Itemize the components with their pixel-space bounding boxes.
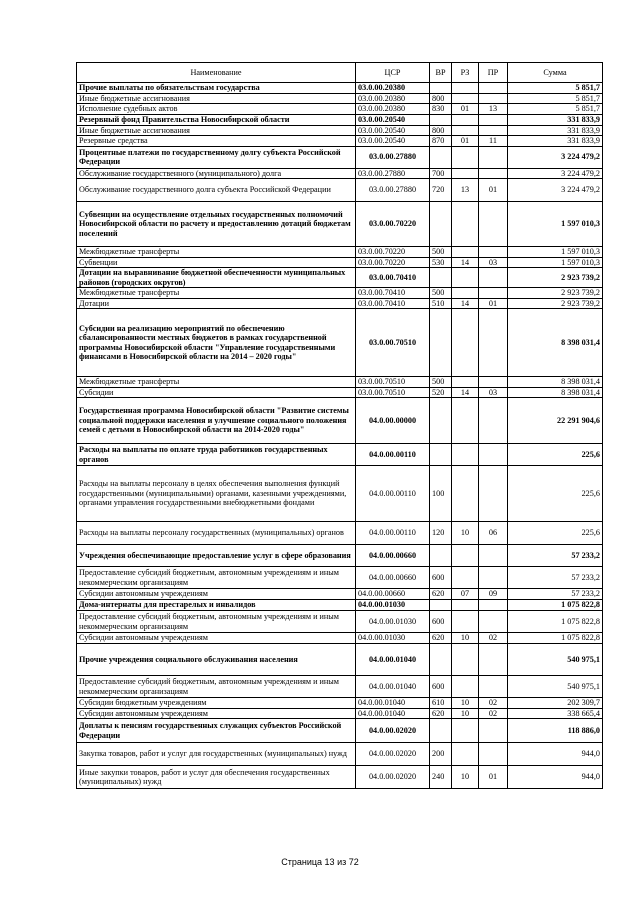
- cell-vr: [430, 644, 452, 676]
- cell-rz: [452, 377, 479, 388]
- cell-rz: [452, 600, 479, 611]
- cell-rz: 01: [452, 136, 479, 147]
- cell-sum: 3 224 479,2: [508, 179, 603, 202]
- table-row: [77, 545, 603, 567]
- table-header-row: [77, 63, 603, 83]
- cell-name: Исполнение судебных актов: [77, 104, 356, 115]
- cell-vr: 800: [430, 93, 452, 104]
- cell-sum: 540 975,1: [508, 676, 603, 698]
- cell-sum: 3 224 479,2: [508, 146, 603, 168]
- cell-csr: 04.0.00.01030: [356, 633, 430, 644]
- budget-table: [76, 62, 603, 789]
- cell-sum: 8 398 031,4: [508, 387, 603, 398]
- cell-csr: 03.0.00.70220: [356, 202, 430, 247]
- cell-sum: 202 309,7: [508, 698, 603, 709]
- cell-pr: 01: [479, 179, 508, 202]
- cell-pr: [479, 600, 508, 611]
- cell-sum: 944,0: [508, 766, 603, 789]
- cell-sum: 1 075 822,8: [508, 600, 603, 611]
- cell-vr: 500: [430, 247, 452, 258]
- cell-rz: 01: [452, 104, 479, 115]
- cell-pr: [479, 567, 508, 589]
- cell-csr: 04.0.00.02020: [356, 719, 430, 743]
- cell-pr: [479, 377, 508, 388]
- cell-name: Субсидии: [77, 387, 356, 398]
- cell-csr: 04.0.00.01030: [356, 611, 430, 633]
- cell-rz: 10: [452, 633, 479, 644]
- table-row: [77, 589, 603, 600]
- cell-rz: [452, 743, 479, 766]
- cell-name: Межбюджетные трансферты: [77, 288, 356, 299]
- cell-csr: 03.0.00.27880: [356, 146, 430, 168]
- cell-vr: 240: [430, 766, 452, 789]
- cell-vr: 620: [430, 633, 452, 644]
- cell-name: Межбюджетные трансферты: [77, 377, 356, 388]
- cell-sum: 331 833,9: [508, 114, 603, 125]
- cell-csr: 03.0.00.70510: [356, 377, 430, 388]
- cell-vr: 530: [430, 257, 452, 268]
- cell-vr: [430, 545, 452, 567]
- cell-pr: 02: [479, 633, 508, 644]
- cell-rz: 10: [452, 766, 479, 789]
- cell-rz: [452, 202, 479, 247]
- cell-name: Иные бюджетные ассигнования: [77, 125, 356, 136]
- cell-rz: [452, 125, 479, 136]
- cell-rz: 13: [452, 179, 479, 202]
- cell-name: Дотации на выравнивание бюджетной обеспеченности муниципальных районов (городских округов): [77, 268, 356, 288]
- cell-rz: [452, 146, 479, 168]
- cell-pr: [479, 676, 508, 698]
- cell-name: Субсидии на реализацию мероприятий по обеспечению сбалансированности местных бюджетов в рамках государственной программы Новосибирской области "Управление государственными финансами в Новосибирской области на 2014 – 2020 годы": [77, 309, 356, 377]
- cell-name: Субсидии автономным учреждениям: [77, 633, 356, 644]
- cell-rz: [452, 288, 479, 299]
- cell-pr: [479, 611, 508, 633]
- cell-csr: 03.0.00.70510: [356, 387, 430, 398]
- cell-vr: 200: [430, 743, 452, 766]
- cell-csr: 03.0.00.70410: [356, 268, 430, 288]
- cell-pr: [479, 125, 508, 136]
- cell-csr: 03.0.00.20540: [356, 125, 430, 136]
- table-row: [77, 298, 603, 309]
- cell-name: Субвенции на осуществление отдельных государственных полномочий Новосибирской области по расчету и предоставлению дотаций бюджетам поселений: [77, 202, 356, 247]
- cell-csr: 03.0.00.70220: [356, 257, 430, 268]
- cell-pr: [479, 545, 508, 567]
- cell-csr: 03.0.00.20380: [356, 83, 430, 94]
- table-row: [77, 104, 603, 115]
- table-row: [77, 567, 603, 589]
- cell-sum: 5 851,7: [508, 93, 603, 104]
- cell-pr: 03: [479, 257, 508, 268]
- cell-sum: 1 597 010,3: [508, 247, 603, 258]
- cell-vr: 500: [430, 288, 452, 299]
- cell-rz: 07: [452, 589, 479, 600]
- cell-name: Резервный фонд Правительства Новосибирской области: [77, 114, 356, 125]
- cell-sum: 944,0: [508, 743, 603, 766]
- cell-pr: 13: [479, 104, 508, 115]
- cell-pr: [479, 644, 508, 676]
- cell-name: Закупка товаров, работ и услуг для государственных (муниципальных) нужд: [77, 743, 356, 766]
- cell-sum: 1 075 822,8: [508, 611, 603, 633]
- cell-pr: 11: [479, 136, 508, 147]
- cell-csr: 04.0.00.00110: [356, 466, 430, 522]
- cell-csr: 03.0.00.20540: [356, 114, 430, 125]
- table-row: [77, 676, 603, 698]
- cell-vr: [430, 83, 452, 94]
- cell-name: Прочие учреждения социального обслуживания населения: [77, 644, 356, 676]
- cell-sum: 225,6: [508, 444, 603, 466]
- cell-pr: [479, 83, 508, 94]
- cell-rz: [452, 309, 479, 377]
- cell-sum: 331 833,9: [508, 136, 603, 147]
- cell-vr: [430, 202, 452, 247]
- cell-vr: 600: [430, 567, 452, 589]
- cell-name: Государственная программа Новосибирской области "Развитие системы социальной поддержки населения и улучшение социального положения семей с детьми в Новосибирской области на 2014-2020 годы": [77, 398, 356, 444]
- header-pr: ПР: [479, 63, 508, 83]
- cell-csr: 03.0.00.20540: [356, 136, 430, 147]
- table-row: [77, 268, 603, 288]
- cell-sum: 338 665,4: [508, 708, 603, 719]
- table-row: [77, 179, 603, 202]
- cell-sum: 3 224 479,2: [508, 168, 603, 179]
- cell-sum: 57 233,2: [508, 567, 603, 589]
- table-row: [77, 83, 603, 94]
- cell-name: Субсидии бюджетным учреждениям: [77, 698, 356, 709]
- cell-pr: [479, 719, 508, 743]
- cell-csr: 03.0.00.70220: [356, 247, 430, 258]
- cell-name: Прочие выплаты по обязательствам государства: [77, 83, 356, 94]
- table-row: [77, 247, 603, 258]
- table-row: [77, 257, 603, 268]
- cell-rz: 10: [452, 698, 479, 709]
- cell-vr: [430, 600, 452, 611]
- cell-pr: [479, 309, 508, 377]
- cell-sum: 5 851,7: [508, 83, 603, 94]
- cell-rz: [452, 545, 479, 567]
- cell-csr: 03.0.00.70410: [356, 298, 430, 309]
- cell-csr: 03.0.00.20380: [356, 93, 430, 104]
- cell-rz: [452, 611, 479, 633]
- cell-sum: 57 233,2: [508, 589, 603, 600]
- cell-sum: 2 923 739,2: [508, 298, 603, 309]
- cell-name: Иные бюджетные ассигнования: [77, 93, 356, 104]
- cell-name: Процентные платежи по государственному долгу субъекта Российской Федерации: [77, 146, 356, 168]
- cell-sum: 118 886,0: [508, 719, 603, 743]
- cell-pr: 02: [479, 708, 508, 719]
- table-row: [77, 698, 603, 709]
- cell-name: Предоставление субсидий бюджетным, автономным учреждениям и иным некоммерческим организациям: [77, 676, 356, 698]
- cell-vr: [430, 719, 452, 743]
- cell-name: Расходы на выплаты персоналу в целях обеспечения выполнения функций государственными (муниципальными) органами, казенными учреждениями, органами управления государственными внебюджетными фондами: [77, 466, 356, 522]
- table-row: [77, 766, 603, 789]
- table-row: [77, 125, 603, 136]
- cell-pr: [479, 288, 508, 299]
- cell-csr: 03.0.00.70410: [356, 288, 430, 299]
- cell-rz: 14: [452, 257, 479, 268]
- cell-pr: 06: [479, 522, 508, 545]
- cell-vr: 830: [430, 104, 452, 115]
- table-row: [77, 136, 603, 147]
- header-vr: ВР: [430, 63, 452, 83]
- cell-name: Межбюджетные трансферты: [77, 247, 356, 258]
- cell-vr: [430, 444, 452, 466]
- cell-vr: 120: [430, 522, 452, 545]
- cell-vr: 800: [430, 125, 452, 136]
- table-body: [77, 83, 603, 789]
- cell-pr: 01: [479, 298, 508, 309]
- cell-vr: 600: [430, 611, 452, 633]
- cell-vr: 600: [430, 676, 452, 698]
- cell-csr: 04.0.00.02020: [356, 743, 430, 766]
- cell-pr: 01: [479, 766, 508, 789]
- cell-pr: [479, 247, 508, 258]
- cell-rz: 14: [452, 298, 479, 309]
- cell-rz: [452, 114, 479, 125]
- cell-csr: 04.0.00.00660: [356, 589, 430, 600]
- cell-csr: 03.0.00.20380: [356, 104, 430, 115]
- cell-vr: 700: [430, 168, 452, 179]
- cell-sum: 331 833,9: [508, 125, 603, 136]
- cell-sum: 1 075 822,8: [508, 633, 603, 644]
- cell-vr: [430, 309, 452, 377]
- header-csr: ЦСР: [356, 63, 430, 83]
- cell-pr: [479, 168, 508, 179]
- page-footer: Страница 13 из 72: [281, 857, 359, 867]
- cell-vr: 520: [430, 387, 452, 398]
- cell-rz: [452, 719, 479, 743]
- cell-vr: 620: [430, 589, 452, 600]
- table-row: [77, 644, 603, 676]
- cell-sum: 57 233,2: [508, 545, 603, 567]
- cell-pr: [479, 202, 508, 247]
- cell-vr: [430, 146, 452, 168]
- cell-vr: 500: [430, 377, 452, 388]
- cell-pr: [479, 444, 508, 466]
- table-row: [77, 309, 603, 377]
- cell-vr: 870: [430, 136, 452, 147]
- cell-name: Субсидии автономным учреждениям: [77, 589, 356, 600]
- cell-vr: 100: [430, 466, 452, 522]
- cell-sum: 2 923 739,2: [508, 268, 603, 288]
- cell-name: Предоставление субсидий бюджетным, автономным учреждениям и иным некоммерческим организациям: [77, 567, 356, 589]
- cell-rz: [452, 676, 479, 698]
- cell-vr: 720: [430, 179, 452, 202]
- cell-pr: 03: [479, 387, 508, 398]
- cell-rz: [452, 268, 479, 288]
- table-row: [77, 387, 603, 398]
- cell-pr: [479, 114, 508, 125]
- table-row: [77, 93, 603, 104]
- table-row: [77, 202, 603, 247]
- table-row: [77, 168, 603, 179]
- cell-name: Обслуживание государственного (муниципального) долга: [77, 168, 356, 179]
- cell-pr: 02: [479, 698, 508, 709]
- table-row: [77, 398, 603, 444]
- cell-vr: [430, 114, 452, 125]
- cell-vr: 610: [430, 698, 452, 709]
- cell-rz: [452, 466, 479, 522]
- table-row: [77, 743, 603, 766]
- cell-sum: 540 975,1: [508, 644, 603, 676]
- cell-sum: 8 398 031,4: [508, 377, 603, 388]
- cell-sum: 1 597 010,3: [508, 257, 603, 268]
- cell-sum: 2 923 739,2: [508, 288, 603, 299]
- cell-csr: 04.0.00.00660: [356, 545, 430, 567]
- cell-sum: 225,6: [508, 466, 603, 522]
- cell-rz: 14: [452, 387, 479, 398]
- cell-csr: 04.0.00.00110: [356, 522, 430, 545]
- cell-csr: 04.0.00.01030: [356, 600, 430, 611]
- header-sum: Сумма: [508, 63, 603, 83]
- cell-csr: 04.0.00.02020: [356, 766, 430, 789]
- cell-rz: [452, 247, 479, 258]
- cell-name: Учреждения обеспечивающие предоставление услуг в сфере образования: [77, 545, 356, 567]
- cell-sum: 1 597 010,3: [508, 202, 603, 247]
- header-name: Наименование: [77, 63, 356, 83]
- table-row: [77, 633, 603, 644]
- cell-csr: 04.0.00.01040: [356, 644, 430, 676]
- cell-name: Субвенции: [77, 257, 356, 268]
- cell-vr: [430, 268, 452, 288]
- cell-name: Расходы на выплаты персоналу государственных (муниципальных) органов: [77, 522, 356, 545]
- cell-pr: [479, 398, 508, 444]
- cell-csr: 04.0.00.01040: [356, 708, 430, 719]
- table-row: [77, 466, 603, 522]
- cell-rz: [452, 93, 479, 104]
- cell-pr: [479, 93, 508, 104]
- cell-csr: 03.0.00.70510: [356, 309, 430, 377]
- cell-pr: [479, 743, 508, 766]
- table-row: [77, 611, 603, 633]
- cell-name: Дома-интернаты для престарелых и инвалидов: [77, 600, 356, 611]
- table-row: [77, 146, 603, 168]
- cell-name: Резервные средства: [77, 136, 356, 147]
- cell-sum: 225,6: [508, 522, 603, 545]
- cell-pr: [479, 146, 508, 168]
- cell-name: Предоставление субсидий бюджетным, автономным учреждениям и иным некоммерческим организациям: [77, 611, 356, 633]
- cell-name: Иные закупки товаров, работ и услуг для обеспечения государственных (муниципальных) нужд: [77, 766, 356, 789]
- cell-csr: 04.0.00.00110: [356, 444, 430, 466]
- cell-name: Субсидии автономным учреждениям: [77, 708, 356, 719]
- cell-pr: [479, 268, 508, 288]
- table-row: [77, 288, 603, 299]
- cell-sum: 8 398 031,4: [508, 309, 603, 377]
- table-row: [77, 377, 603, 388]
- cell-csr: 03.0.00.27880: [356, 168, 430, 179]
- cell-pr: 09: [479, 589, 508, 600]
- cell-name: Обслуживание государственного долга субъекта Российской Федерации: [77, 179, 356, 202]
- cell-sum: 22 291 904,6: [508, 398, 603, 444]
- cell-vr: 620: [430, 708, 452, 719]
- cell-csr: 04.0.00.01040: [356, 698, 430, 709]
- cell-csr: 04.0.00.00000: [356, 398, 430, 444]
- header-rz: РЗ: [452, 63, 479, 83]
- cell-rz: 10: [452, 522, 479, 545]
- table-row: [77, 114, 603, 125]
- cell-name: Расходы на выплаты по оплате труда работников государственных органов: [77, 444, 356, 466]
- cell-rz: [452, 398, 479, 444]
- cell-rz: [452, 444, 479, 466]
- cell-rz: [452, 168, 479, 179]
- cell-name: Дотации: [77, 298, 356, 309]
- cell-pr: [479, 466, 508, 522]
- cell-csr: 04.0.00.00660: [356, 567, 430, 589]
- table-row: [77, 708, 603, 719]
- cell-name: Доплаты к пенсиям государственных служащих субъектов Российской Федерации: [77, 719, 356, 743]
- cell-rz: [452, 567, 479, 589]
- cell-csr: 03.0.00.27880: [356, 179, 430, 202]
- table-row: [77, 522, 603, 545]
- cell-vr: 510: [430, 298, 452, 309]
- cell-rz: [452, 83, 479, 94]
- table-row: [77, 719, 603, 743]
- cell-sum: 5 851,7: [508, 104, 603, 115]
- cell-vr: [430, 398, 452, 444]
- cell-rz: [452, 644, 479, 676]
- table-row: [77, 600, 603, 611]
- cell-rz: 10: [452, 708, 479, 719]
- cell-csr: 04.0.00.01040: [356, 676, 430, 698]
- table-row: [77, 444, 603, 466]
